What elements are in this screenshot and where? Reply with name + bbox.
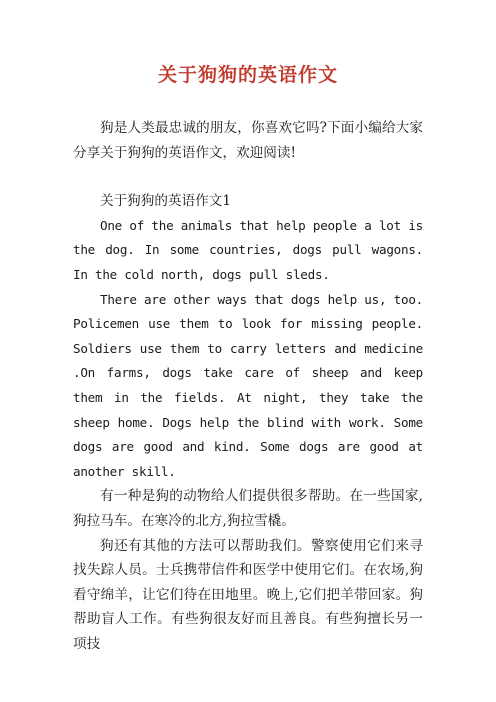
chinese-paragraph-2: 狗还有其他的方法可以帮助我们。警察使用它们来寻找失踪人员。士兵携带信件和医学中使用它们。在农场,狗看守绵羊，让它们待在田地里。晚上,它们把羊带回家。狗帮助盲人工作。有些狗很友好而且善良。有些狗擅长另一项技 bbox=[73, 537, 423, 652]
section-heading: 关于狗狗的英语作文1 bbox=[100, 193, 231, 210]
english-paragraph-2: There are other ways that dogs help us, too. Policemen use them to look for missing people. Soldiers use them to carry letters and medicine .On farms, dogs take care of sheep and keep them in the fields. At night, they take the sheep home. Dogs help the blind with work. Some dogs are good and kind. Some dogs are good at another skill. bbox=[73, 291, 423, 479]
document-body bbox=[73, 116, 423, 656]
paragraph-spacer bbox=[73, 165, 423, 189]
english-paragraph-1: One of the animals that help people a lot is the dog. In some countries, dogs pull wagons. In the cold north, dogs pull sleds. bbox=[73, 217, 423, 282]
intro-paragraph: 狗是人类最忠诚的朋友，你喜欢它吗?下面小编给大家分享关于狗狗的英语作文，欢迎阅读! bbox=[73, 120, 423, 161]
page-title: 关于狗狗的英语作文 bbox=[157, 64, 338, 86]
chinese-paragraph-1: 有一种是狗的动物给人们提供很多帮助。在一些国家,狗拉马车。在寒冷的北方,狗拉雪橇。 bbox=[73, 488, 423, 529]
